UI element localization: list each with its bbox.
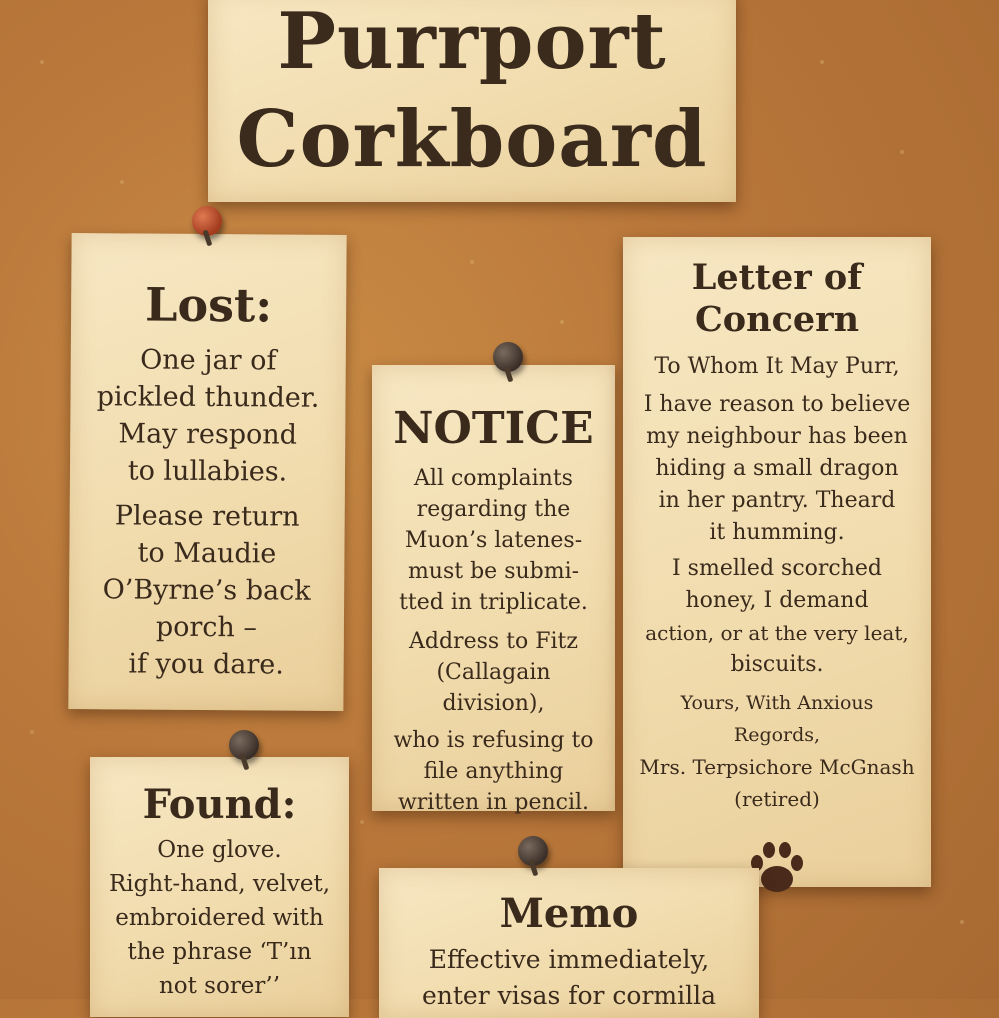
letter-line: honey, I demand: [685, 588, 869, 613]
notice-note[interactable]: [372, 365, 615, 815]
pushpin-icon[interactable]: [229, 730, 259, 760]
found-note[interactable]: [90, 757, 349, 1017]
found-line: not sorer’’: [158, 973, 281, 999]
cork-speck: [120, 180, 124, 184]
letter-line: I smelled scorched: [672, 556, 882, 581]
title-card: [208, 0, 736, 202]
letter-signoff: Yours, With Anxious Regords,: [680, 692, 874, 746]
board-title-line1: Purrport: [277, 0, 667, 87]
found-line: embroidered with: [115, 905, 324, 931]
letter-line: hiding a small dragon: [655, 456, 899, 481]
notice-line: regarding the: [416, 497, 571, 522]
notice-heading: NOTICE: [393, 403, 594, 454]
lost-line: O’Byrne’s back: [102, 574, 311, 607]
notice-line: All complaints: [414, 466, 573, 491]
letter-line: biscuits.: [730, 652, 824, 677]
cork-speck: [960, 920, 964, 924]
lost-line: to lullabies.: [127, 455, 288, 488]
cork-speck: [40, 60, 44, 64]
found-line: the phrase ‘T’ın: [127, 939, 312, 965]
cork-speck: [30, 730, 34, 734]
cork-speck: [900, 150, 904, 154]
notice-line: must be submi-: [407, 559, 580, 584]
lost-heading: Lost:: [144, 277, 273, 333]
letter-heading-line2: Concern: [694, 299, 860, 340]
letter-signature: Mrs. Terpsichore McGnash: [639, 755, 915, 779]
cork-speck: [820, 60, 824, 64]
lost-line: if you dare.: [128, 648, 285, 681]
lost-line: porch –: [155, 611, 258, 644]
memo-line: Effective immediately,: [428, 945, 710, 974]
found-line: Right-hand, velvet,: [108, 871, 331, 897]
cork-speck: [560, 320, 564, 324]
lost-line: to Maudie: [137, 537, 277, 570]
pushpin-icon[interactable]: [518, 836, 548, 866]
lost-line: pickled thunder.: [96, 381, 320, 414]
notice-line: Address to Fitz: [409, 629, 578, 654]
pushpin-icon[interactable]: [493, 342, 523, 372]
letter-of-concern-note[interactable]: [623, 237, 931, 887]
letter-heading-line1: Letter of: [691, 257, 863, 298]
notice-line: tted in triplicate.: [399, 590, 588, 615]
letter-line: To Whom It May Purr,: [654, 354, 900, 379]
notice-line: file anything: [423, 759, 564, 784]
memo-line: enter visas for cormilla: [421, 981, 717, 1010]
letter-line: it humming.: [709, 520, 845, 545]
letter-line: I have reason to believe: [643, 392, 911, 417]
cork-speck: [360, 820, 364, 824]
memo-note[interactable]: [379, 868, 759, 1018]
board-title-line2: Corkboard: [236, 94, 708, 185]
cork-speck: [470, 260, 474, 264]
letter-line: my neighbour has been: [646, 424, 908, 449]
memo-heading: Memo: [499, 890, 639, 937]
lost-note[interactable]: [68, 233, 346, 711]
notice-line: written in pencil.: [397, 790, 590, 815]
letter-line: action, or at the very leat,: [645, 621, 909, 645]
lost-line: One jar of: [140, 344, 277, 377]
letter-signature-note: (retired): [734, 787, 820, 811]
letter-line: in her pantry. Theard: [658, 488, 896, 513]
lost-line: May respond: [118, 418, 298, 451]
notice-line: (Callagain division),: [436, 660, 551, 716]
lost-line: Please return: [114, 500, 300, 533]
found-line: One glove.: [157, 837, 282, 863]
pushpin-icon[interactable]: [192, 206, 222, 236]
notice-line: Muon’s latenes-: [404, 528, 583, 553]
notice-line: who is refusing to: [393, 728, 594, 753]
found-heading: Found:: [142, 781, 297, 828]
